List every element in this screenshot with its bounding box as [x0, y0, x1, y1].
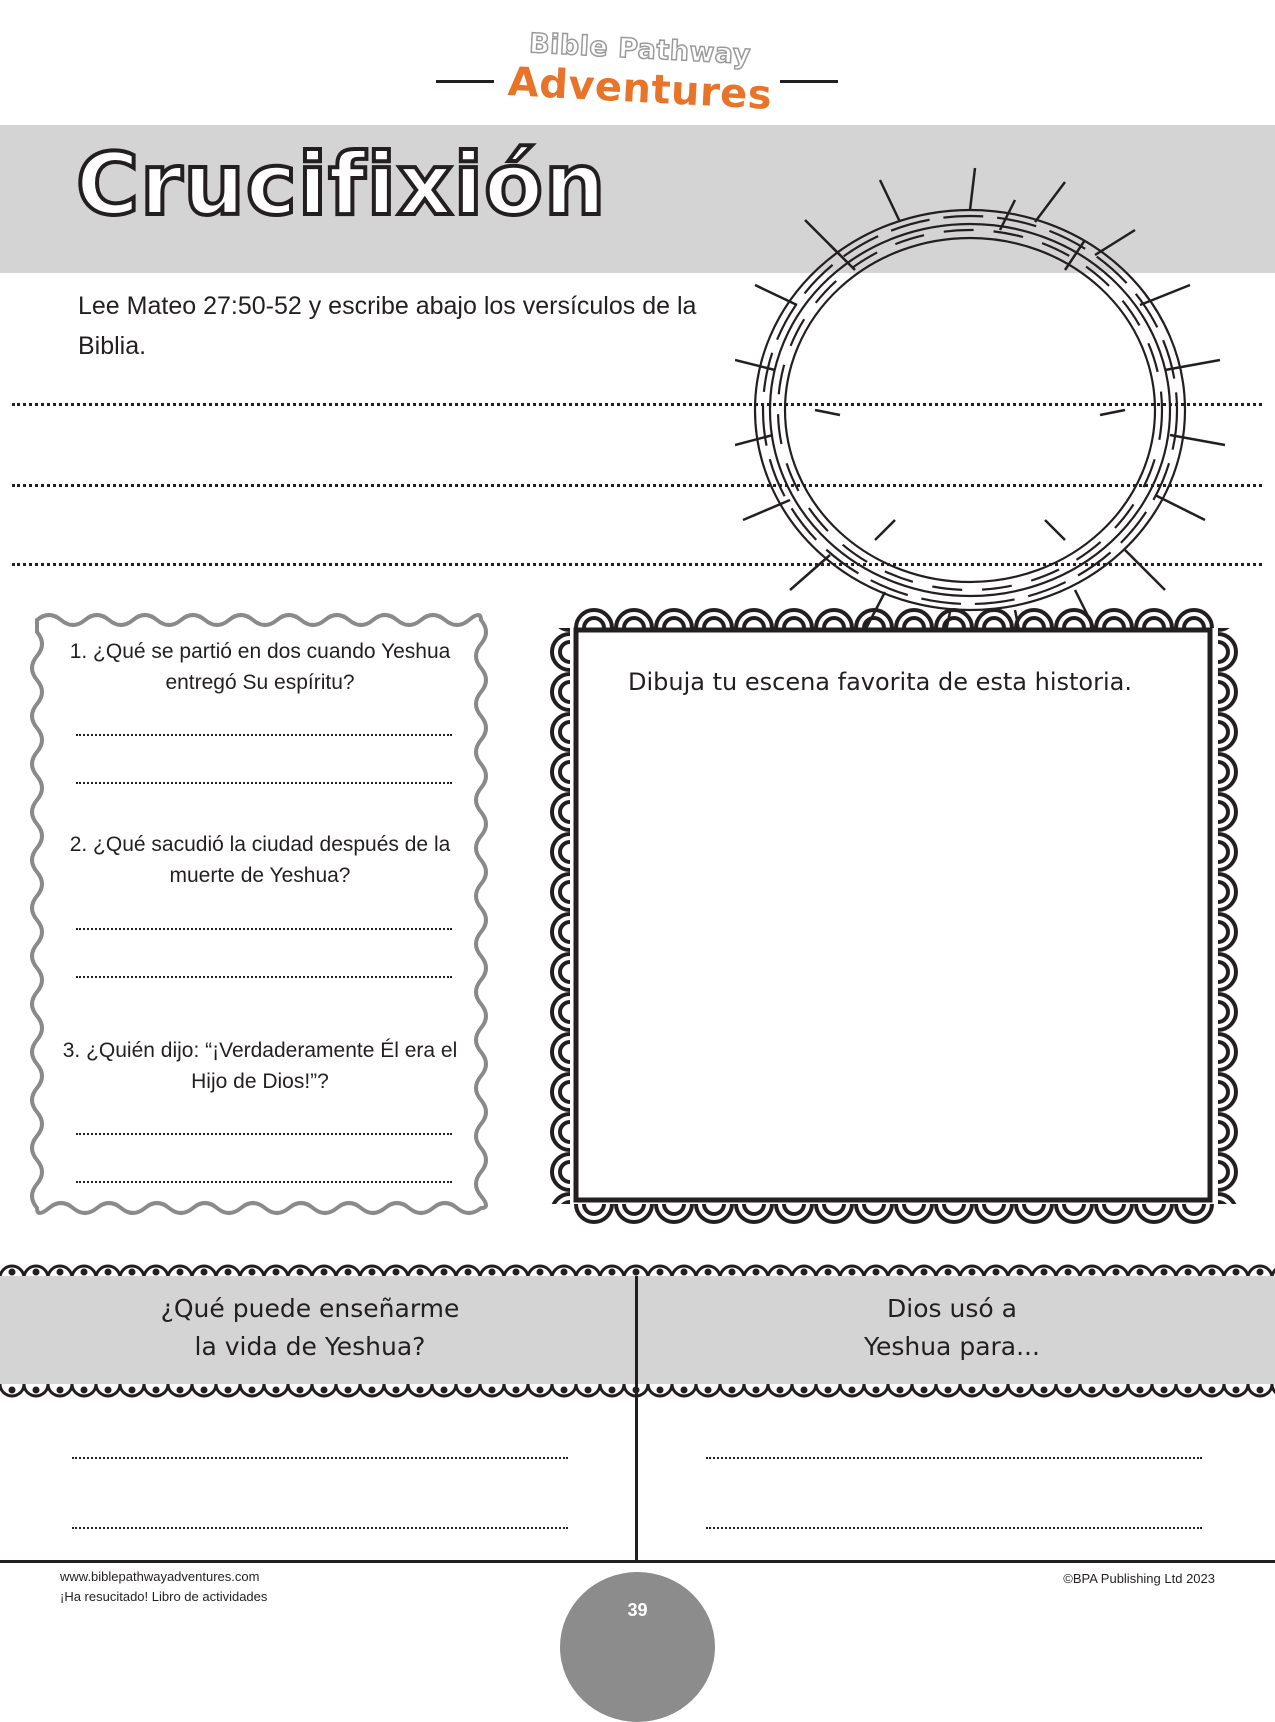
page-number: 39	[627, 1600, 648, 1620]
drawing-box-label: Dibuja tu escena favorita de esta historia.	[628, 668, 1132, 696]
left-heading-line-1: ¿Qué puede enseñarme	[160, 1294, 460, 1323]
footer-rule	[0, 1560, 1275, 1563]
column-divider	[635, 1276, 638, 1561]
answer-line[interactable]	[706, 1527, 1202, 1529]
answer-line[interactable]	[72, 1457, 568, 1459]
answer-line[interactable]	[76, 1133, 452, 1135]
answer-line[interactable]	[72, 1527, 568, 1529]
logo-adventures: Adventures	[506, 59, 774, 119]
question-2: 2. ¿Qué sacudió la ciudad después de la muerte de Yeshua?	[69, 833, 451, 887]
question-3: 3. ¿Quién dijo: “¡Verdaderamente Él era el Hijo de Dios!”?	[62, 1039, 458, 1093]
instruction-text: Lee Mateo 27:50-52 y escribe abajo los versículos de la Biblia.	[78, 292, 697, 360]
question-box-border	[22, 608, 512, 1228]
footer-website[interactable]: www.biblepathwayadventures.com	[60, 1569, 260, 1584]
right-heading-line-1: Dios usó a	[887, 1294, 1017, 1323]
left-heading	[30, 1290, 590, 1366]
answer-line[interactable]	[76, 734, 452, 736]
left-heading-line-2: la vida de Yeshua?	[194, 1332, 426, 1361]
right-heading	[672, 1290, 1232, 1366]
logo-line-right	[780, 80, 838, 83]
footer-book-title: ¡Ha resucitado! Libro de actividades	[60, 1589, 268, 1604]
answer-line[interactable]	[76, 782, 452, 784]
right-heading-line-2: Yeshua para...	[864, 1332, 1040, 1361]
answer-line[interactable]	[76, 976, 452, 978]
logo-bible-pathway: Bible Pathway	[528, 28, 752, 71]
top-scallop-band	[0, 1252, 1275, 1278]
answer-line[interactable]	[76, 1181, 452, 1183]
answer-line[interactable]	[76, 928, 452, 930]
answer-line[interactable]	[706, 1457, 1202, 1459]
logo-line-left	[436, 80, 494, 83]
footer-copyright: ©BPA Publishing Ltd 2023	[1063, 1571, 1215, 1586]
question-1: 1. ¿Qué se partió en dos cuando Yeshua entregó Su espíritu?	[69, 640, 451, 694]
page-number-badge	[560, 1572, 715, 1722]
page-title: Crucifixión	[76, 135, 607, 235]
